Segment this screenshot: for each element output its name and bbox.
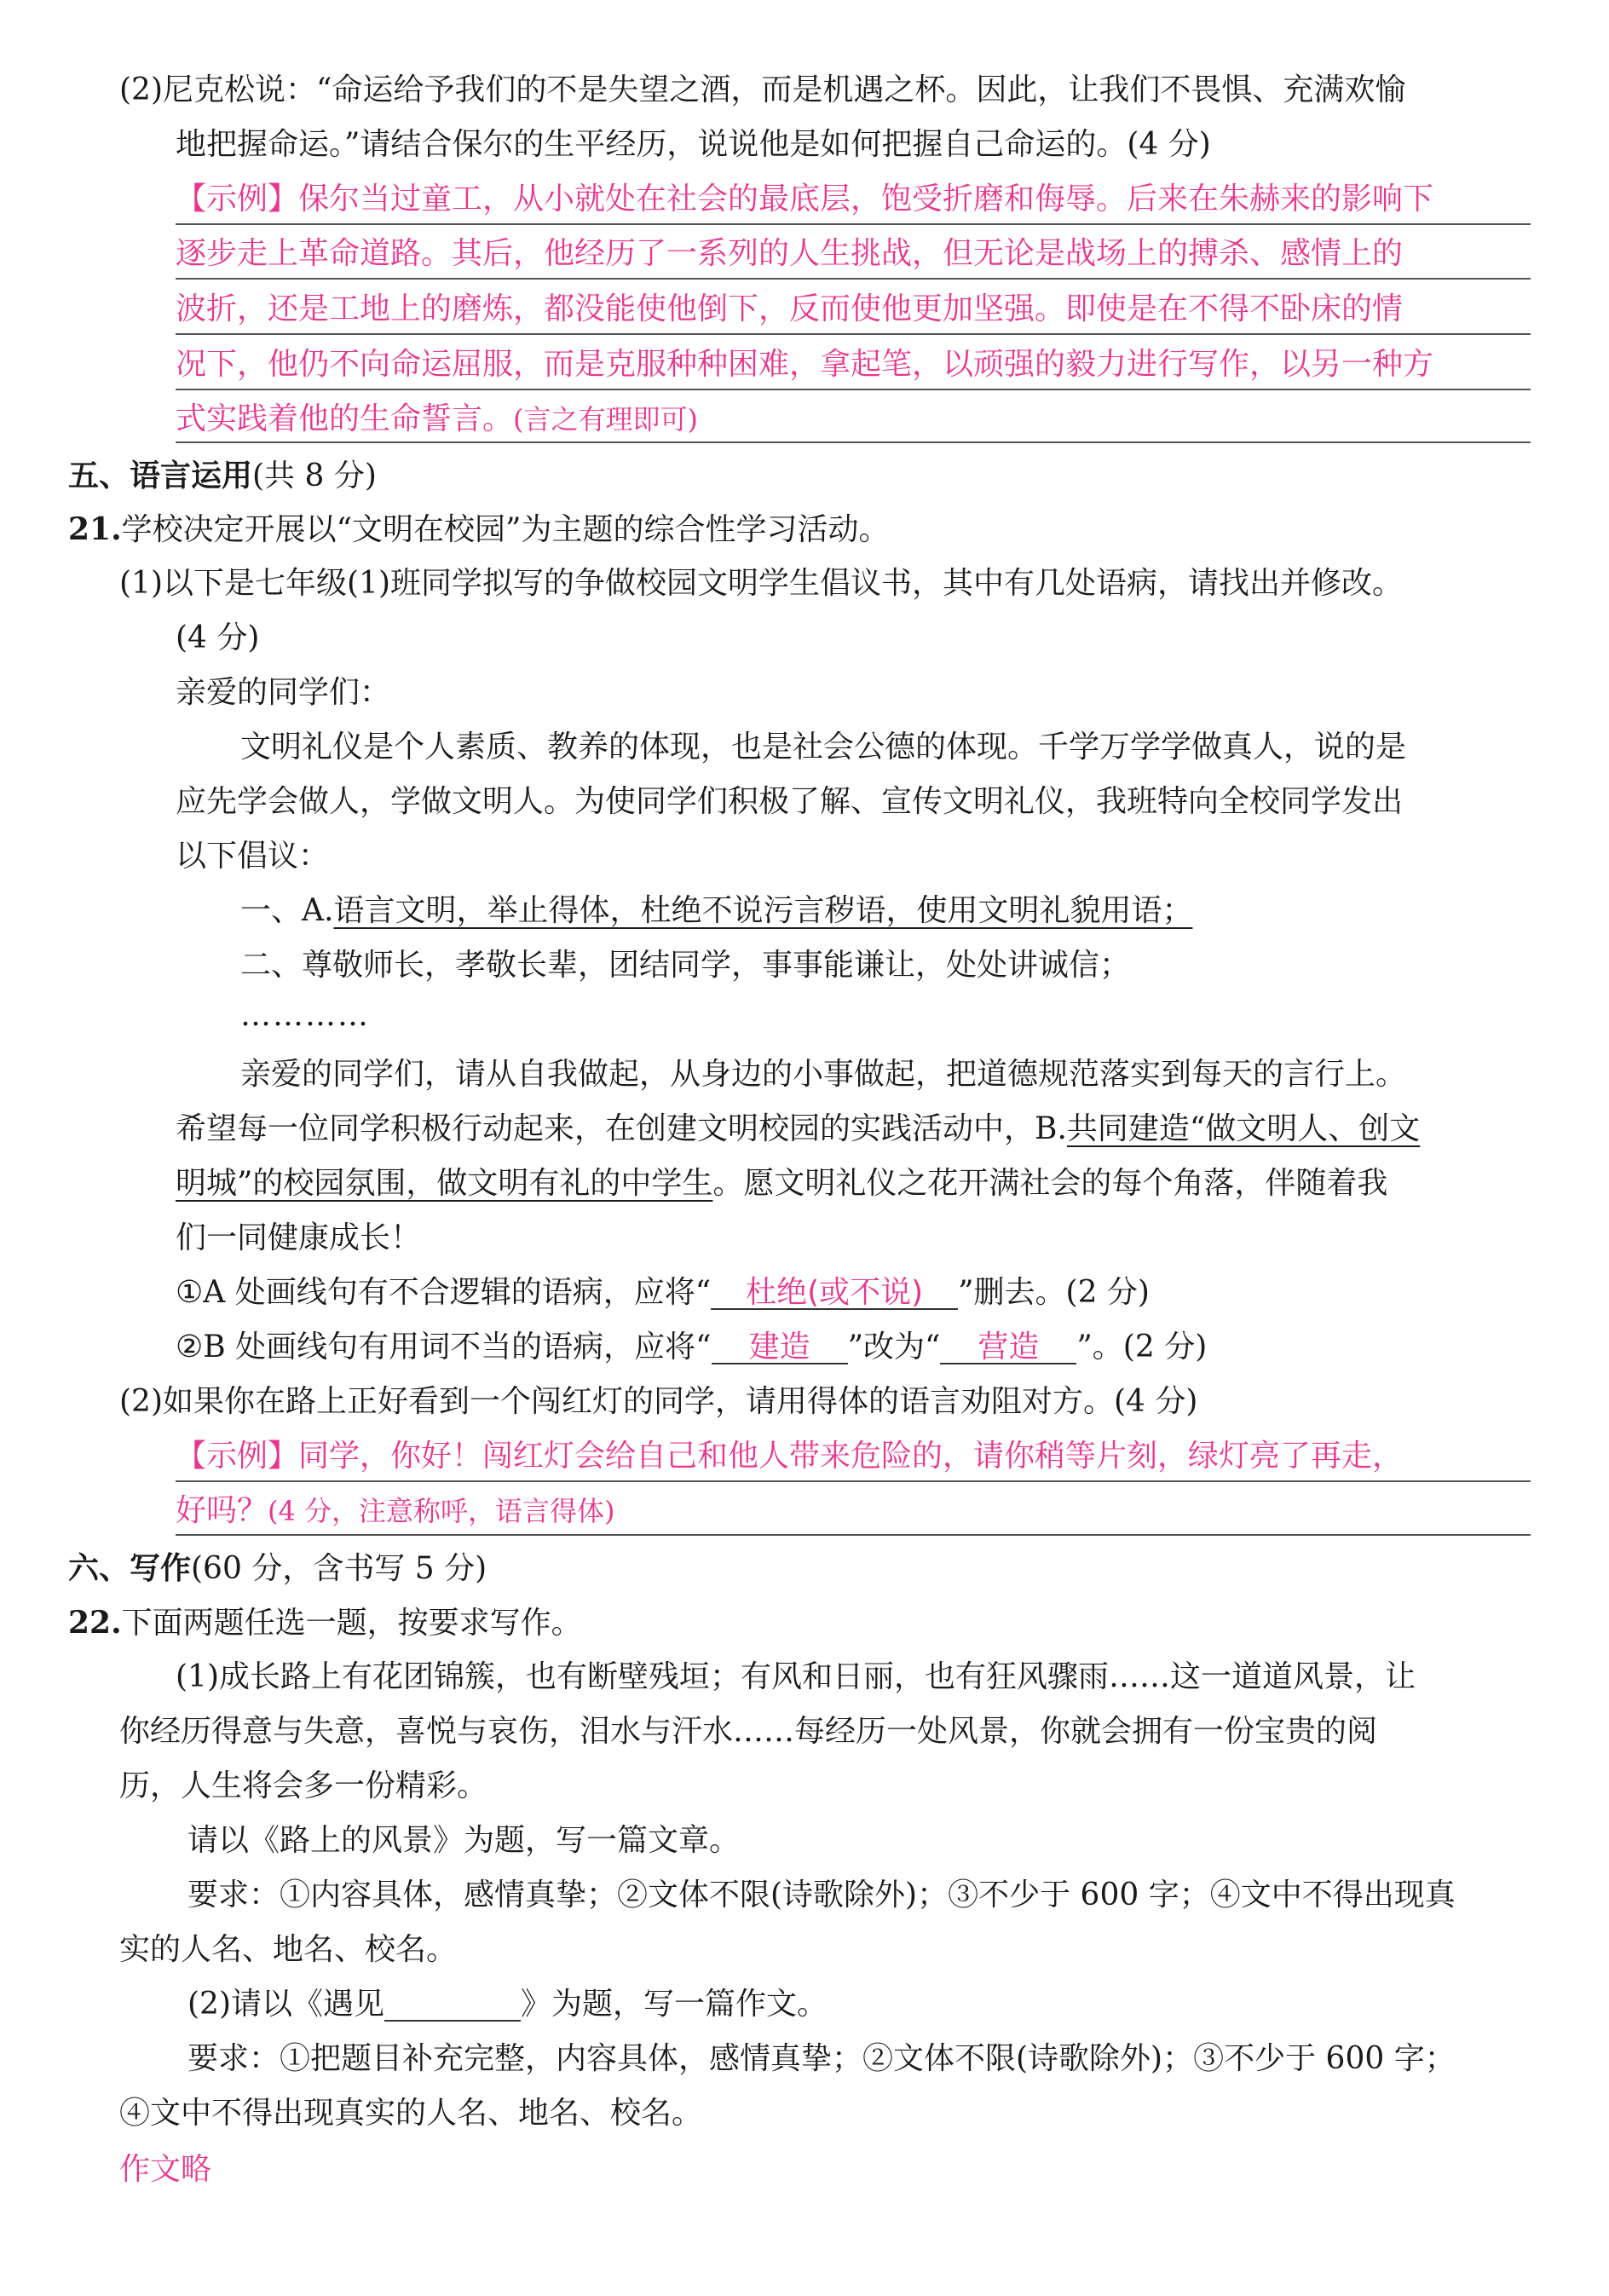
q22-topic1-line1: (1)成长路上有花团锦簇，也有断壁残垣；有风和日丽，也有狂风骤雨……这一道道风景，让 (176, 1659, 1416, 1694)
letter-p2-line3 (176, 1168, 1387, 1199)
section5-title: 五、语言运用 (68, 458, 253, 493)
q21-2-answer-note: (4 分，注意称呼，语言得体) (268, 1495, 615, 1527)
letter-p2-line2-pre: 希望每一位同学积极行动起来，在创建文明校园的实践活动中，B. (176, 1111, 1067, 1146)
answer-rule (176, 389, 1531, 390)
q21-fill2 (176, 1332, 1207, 1364)
q21-1-line1: (1)以下是七年级(1)班同学拟写的争做校园文明学生倡议书，其中有几处语病，请找出并修改。 (119, 566, 1403, 601)
q22-number: 22. (68, 1605, 122, 1641)
section6-title: 六、写作 (68, 1550, 192, 1586)
q22-topic2-req-line1: 要求：①把题目补充完整，内容具体，感情真挚；②文体不限(诗歌除外)；③不少于 600 字； (187, 2041, 1456, 2076)
q21-fill1-answer: 杜绝(或不说) (746, 1275, 924, 1310)
answer-rule (176, 333, 1531, 335)
letter-p2-line3-underlined: 明城”的校园氛围，做文明有礼的中学生 (176, 1166, 713, 1201)
section5-heading (68, 460, 377, 492)
q22-topic2-title-blank[interactable] (384, 1989, 521, 2022)
q21-fill1-blank[interactable] (711, 1275, 958, 1310)
q20-2-line1: (2)尼克松说：“命运给予我们的不是失望之酒，而是机遇之杯。因此，让我们不畏惧、充满欢愉 (119, 72, 1406, 107)
q21-2-answer-text: 好吗？ (176, 1493, 268, 1528)
q21-2-answer-line1: 【示例】同学，你好！闯红灯会给自己和他人带来危险的，请你稍等片刻，绿灯亮了再走， (176, 1439, 1404, 1474)
q20-2-answer-text: 式实践着他的生命誓言。 (176, 401, 514, 436)
q22-topic2-pre: (2)请以《遇见 (187, 1987, 384, 2022)
letter-item1-prefix: 一、A. (240, 893, 334, 928)
letter-p1-line3: 以下倡议： (176, 839, 330, 874)
letter-p2-line4: 们一同健康成长！ (176, 1220, 422, 1255)
q20-2-answer-line5 (176, 401, 698, 436)
q21-fill2-post: ”。(2 分) (1076, 1330, 1208, 1364)
answer-rule (176, 1534, 1531, 1536)
q22-topic1-req-line2: 实的人名、地名、校名。 (119, 1932, 458, 1967)
section5-score: (共 8 分) (252, 459, 377, 493)
letter-p2-line3-post: 。愿文明礼仪之花开满社会的每个角落，伴随着我 (712, 1166, 1388, 1201)
q22-topic1-req-line1: 要求：①内容具体，感情真挚；②文体不限(诗歌除外)；③不少于 600 字；④文中不得出现真 (187, 1878, 1456, 1912)
q20-2-answer-line1: 【示例】保尔当过童工，从小就处在社会的最底层，饱受折磨和侮辱。后来在朱赫来的影响下 (176, 182, 1434, 216)
q20-2-answer-note: (言之有理即可) (513, 403, 698, 436)
q20-2-answer-line2: 逐步走上革命道路。其后，他经历了一系列的人生挑战，但无论是战场上的搏杀、感情上的 (176, 236, 1404, 271)
q22-stem-line (68, 1607, 582, 1639)
q21-2-answer-line2 (176, 1493, 615, 1528)
letter-item1-underlined: 语言文明，举止得体，杜绝不说污言秽语，使用文明礼貌用语； (333, 893, 1193, 928)
q21-2-stem: (2)如果你在路上正好看到一个闯红灯的同学，请用得体的语言劝阻对方。(4 分) (119, 1384, 1198, 1419)
q22-stem: 下面两题任选一题，按要求写作。 (121, 1606, 582, 1641)
section6-score: (60 分，含书写 5 分) (191, 1551, 487, 1586)
q22-topic1-line3: 历，人生将会多一份精彩。 (119, 1768, 488, 1803)
q22-answer: 作文略 (119, 2152, 212, 2187)
answer-rule (176, 278, 1531, 280)
q20-2-line2: 地把握命运。”请结合保尔的生平经历，说说他是如何把握自己命运的。(4 分) (176, 127, 1211, 162)
q20-2-answer-line3: 波折，还是工地上的磨炼，都没能使他倒下，反而使他更加坚强。即使是在不得不卧床的情 (176, 291, 1404, 326)
q21-fill2-pre: ②B 处画线句有用词不当的语病，应将“ (176, 1330, 712, 1364)
q21-fill2-blank2[interactable] (940, 1332, 1076, 1364)
q21-1-line2: (4 分) (176, 620, 260, 655)
q22-topic1-line2: 你经历得意与失意，喜悦与哀伤，泪水与汗水……每经历一处风景，你就会拥有一份宝贵的阅 (119, 1714, 1378, 1749)
q21-stem-line (68, 511, 890, 547)
q20-2-answer-line4: 况下，他仍不向命运屈服，而是克服种种困难，拿起笔，以顽强的毅力进行写作，以另一种方 (176, 347, 1434, 382)
letter-p1-line1: 文明礼仪是个人素质、教养的体现，也是社会公德的体现。千学万学学做真人，说的是 (240, 730, 1407, 764)
answer-rule (176, 441, 1531, 443)
q21-fill2-mid: ”改为“ (847, 1330, 941, 1364)
section6-heading (68, 1550, 487, 1586)
q22-topic2-req-line2: ④文中不得出现真实的人名、地名、校名。 (119, 2096, 703, 2131)
answer-rule (176, 223, 1531, 225)
letter-item1 (240, 893, 1193, 928)
q21-fill1-pre: ①A 处画线句有不合逻辑的语病，应将“ (176, 1275, 712, 1310)
letter-p2-line2 (176, 1111, 1421, 1146)
answer-rule (176, 1480, 1531, 1482)
q21-fill1-post: ”删去。(2 分) (958, 1275, 1150, 1310)
q21-fill1 (176, 1275, 1150, 1310)
letter-item2: 二、尊敬师长，孝敬长辈，团结同学，事事能谦让，处处讲诚信； (240, 948, 1131, 983)
q22-topic1-line4: 请以《路上的风景》为题，写一篇文章。 (187, 1823, 741, 1858)
q21-stem: 学校决定开展以“文明在校园”为主题的综合性学习活动。 (121, 512, 890, 547)
q22-topic2 (187, 1989, 828, 2022)
letter-greeting: 亲爱的同学们： (176, 675, 391, 710)
q21-fill2-answer2: 营造 (978, 1330, 1040, 1364)
q21-number: 21. (68, 511, 122, 547)
letter-p2-line2-underlined: 共同建造“做文明人、创文 (1066, 1111, 1421, 1146)
letter-p1-line2: 应先学会做人，学做文明人。为使同学们积极了解、宣传文明礼仪，我班特向全校同学发出 (176, 784, 1404, 819)
q22-topic2-post: 》为题，写一篇作文。 (521, 1987, 828, 2022)
letter-ellipsis: ………… (240, 998, 370, 1033)
q21-fill2-blank1[interactable] (712, 1332, 848, 1364)
q21-fill2-answer1: 建造 (748, 1330, 810, 1364)
letter-p2-line1: 亲爱的同学们，请从自我做起，从身边的小事做起，把道德规范落实到每天的言行上。 (240, 1057, 1407, 1092)
